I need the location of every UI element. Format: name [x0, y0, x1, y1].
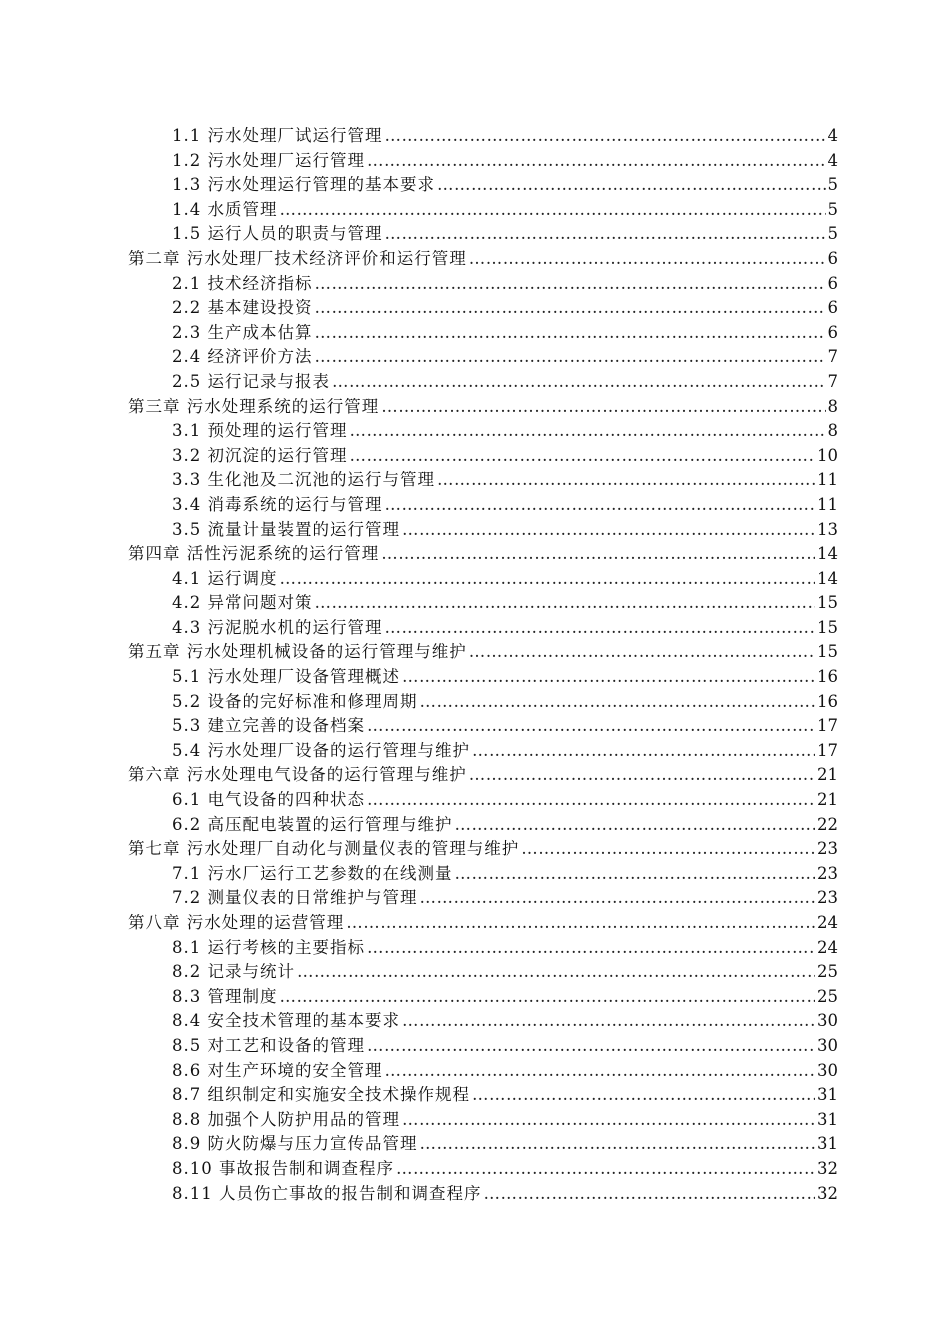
- toc-entry-title: 8.9 防火防爆与压力宣传品管理: [172, 1134, 418, 1154]
- toc-section-entry: [128, 222, 838, 247]
- toc-entry-title: 3.1 预处理的运行管理: [172, 421, 348, 441]
- toc-entry-page-number: 10: [817, 445, 838, 465]
- dot-leader: [402, 1108, 815, 1133]
- toc-entry-title: 8.11 人员伤亡事故的报告制和调查程序: [172, 1183, 482, 1203]
- toc-entry-page-number: 25: [817, 986, 838, 1006]
- dot-leader: [315, 272, 826, 297]
- toc-entry-page-number: 30: [817, 1060, 838, 1080]
- toc-entry-title: 8.5 对工艺和设备的管理: [172, 1035, 365, 1055]
- toc-section-entry: [128, 518, 838, 543]
- dot-leader: [455, 813, 816, 838]
- dot-leader: [385, 616, 816, 641]
- toc-section-entry: [128, 321, 838, 346]
- toc-section-entry: [128, 985, 838, 1010]
- toc-chapter-entry: [128, 763, 838, 788]
- toc-entry-page-number: 23: [817, 863, 838, 883]
- toc-section-entry: [128, 124, 838, 149]
- toc-entry-page-number: 16: [817, 667, 838, 687]
- toc-entry-page-number: 24: [817, 913, 838, 932]
- toc-entry-page-number: 17: [817, 716, 838, 736]
- toc-entry-page-number: 25: [817, 962, 838, 982]
- toc-entry-title: 8.10 事故报告制和调查程序: [172, 1158, 394, 1178]
- toc-entry-title: 2.1 技术经济指标: [172, 273, 313, 293]
- toc-entry-title: 5.2 设备的完好标准和修理周期: [172, 691, 418, 711]
- dot-leader: [437, 173, 826, 198]
- dot-leader: [280, 567, 816, 592]
- toc-section-entry: [128, 739, 838, 764]
- dot-leader: [346, 911, 815, 936]
- toc-section-entry: [128, 813, 838, 838]
- toc-entry-page-number: 6: [827, 248, 838, 268]
- dot-leader: [472, 739, 815, 764]
- dot-leader: [367, 149, 826, 174]
- toc-section-entry: [128, 567, 838, 592]
- toc-entry-page-number: 5: [827, 199, 838, 219]
- toc-section-entry: [128, 1083, 838, 1108]
- toc-entry-page-number: 8: [827, 396, 838, 416]
- toc-entry-page-number: 30: [817, 1035, 838, 1055]
- toc-section-entry: [128, 788, 838, 813]
- toc-entry-title: 4.2 异常问题对策: [172, 593, 313, 613]
- dot-leader: [402, 665, 815, 690]
- toc-entry-title: 第二章 污水处理厂技术经济评价和运行管理: [128, 248, 467, 268]
- toc-section-entry: [128, 345, 838, 370]
- toc-entry-title: 第五章 污水处理机械设备的运行管理与维护: [128, 642, 467, 662]
- toc-section-entry: [128, 714, 838, 739]
- dot-leader: [420, 1132, 816, 1157]
- toc-section-entry: [128, 886, 838, 911]
- toc-entry-title: 3.5 流量计量装置的运行管理: [172, 519, 400, 539]
- toc-entry-title: 第六章 污水处理电气设备的运行管理与维护: [128, 765, 467, 785]
- toc-entry-page-number: 5: [827, 175, 838, 195]
- toc-entry-page-number: 31: [817, 1109, 838, 1129]
- dot-leader: [437, 468, 815, 493]
- toc-entry-page-number: 30: [817, 1011, 838, 1031]
- toc-section-entry: [128, 419, 838, 444]
- toc-entry-title: 第三章 污水处理系统的运行管理: [128, 396, 380, 416]
- dot-leader: [350, 419, 826, 444]
- toc-section-entry: [128, 1059, 838, 1084]
- toc-chapter-entry: [128, 247, 838, 272]
- toc-section-entry: [128, 1182, 838, 1207]
- dot-leader: [469, 640, 815, 665]
- toc-entry-page-number: 11: [817, 470, 838, 490]
- toc-chapter-entry: [128, 395, 838, 420]
- toc-section-entry: [128, 665, 838, 690]
- toc-entry-title: 8.2 记录与统计: [172, 962, 295, 982]
- toc-entry-page-number: 14: [817, 568, 838, 588]
- toc-entry-title: 8.7 组织制定和实施安全技术操作规程: [172, 1085, 470, 1105]
- toc-section-entry: [128, 370, 838, 395]
- dot-leader: [297, 960, 815, 985]
- dot-leader: [455, 862, 816, 887]
- toc-entry-title: 5.1 污水处理厂设备管理概述: [172, 667, 400, 687]
- toc-entry-title: 7.2 测量仪表的日常维护与管理: [172, 888, 418, 908]
- toc-entry-title: 第四章 活性污泥系统的运行管理: [128, 544, 380, 564]
- toc-entry-title: 8.8 加强个人防护用品的管理: [172, 1109, 400, 1129]
- dot-leader: [385, 222, 826, 247]
- toc-entry-page-number: 15: [817, 593, 838, 613]
- toc-section-entry: [128, 862, 838, 887]
- toc-entry-page-number: 16: [817, 691, 838, 711]
- toc-section-entry: [128, 1157, 838, 1182]
- dot-leader: [315, 296, 826, 321]
- dot-leader: [385, 1059, 816, 1084]
- toc-entry-title: 2.3 生产成本估算: [172, 322, 313, 342]
- toc-entry-page-number: 23: [817, 888, 838, 908]
- toc-entry-page-number: 14: [817, 544, 838, 564]
- toc-entry-page-number: 6: [827, 273, 838, 293]
- toc-entry-title: 4.3 污泥脱水机的运行管理: [172, 617, 383, 637]
- toc-section-entry: [128, 616, 838, 641]
- dot-leader: [396, 1157, 815, 1182]
- toc-entry-title: 3.3 生化池及二沉池的运行与管理: [172, 470, 435, 490]
- toc-entry-title: 1.3 污水处理运行管理的基本要求: [172, 175, 435, 195]
- dot-leader: [381, 395, 825, 420]
- dot-leader: [315, 345, 826, 370]
- dot-leader: [469, 247, 826, 272]
- toc-entry-page-number: 7: [827, 371, 838, 391]
- toc-entry-title: 7.1 污水厂运行工艺参数的在线测量: [172, 863, 453, 883]
- toc-entry-page-number: 22: [817, 814, 838, 834]
- dot-leader: [385, 124, 826, 149]
- toc-section-entry: [128, 936, 838, 961]
- toc-section-entry: [128, 198, 838, 223]
- toc-entry-page-number: 31: [817, 1134, 838, 1154]
- toc-entry-title: 8.6 对生产环境的安全管理: [172, 1060, 383, 1080]
- toc-entry-page-number: 15: [817, 617, 838, 637]
- toc-section-entry: [128, 444, 838, 469]
- toc-section-entry: [128, 591, 838, 616]
- toc-entry-title: 8.1 运行考核的主要指标: [172, 937, 365, 957]
- toc-section-entry: [128, 173, 838, 198]
- toc-entry-title: 1.4 水质管理: [172, 199, 278, 219]
- toc-entry-title: 8.4 安全技术管理的基本要求: [172, 1011, 400, 1031]
- toc-entry-title: 1.2 污水处理厂运行管理: [172, 150, 365, 170]
- dot-leader: [469, 763, 815, 788]
- toc-entry-title: 8.3 管理制度: [172, 986, 278, 1006]
- toc-chapter-entry: [128, 640, 838, 665]
- toc-entry-title: 1.1 污水处理厂试运行管理: [172, 126, 383, 145]
- dot-leader: [420, 690, 816, 715]
- toc-entry-page-number: 13: [817, 519, 838, 539]
- toc-entry-page-number: 6: [827, 298, 838, 318]
- toc-section-entry: [128, 468, 838, 493]
- toc-entry-page-number: 21: [817, 765, 838, 785]
- toc-chapter-entry: [128, 911, 838, 936]
- toc-section-entry: [128, 960, 838, 985]
- toc-entry-title: 第七章 污水处理厂自动化与测量仪表的管理与维护: [128, 839, 520, 859]
- toc-section-entry: [128, 690, 838, 715]
- toc-entry-page-number: 15: [817, 642, 838, 662]
- toc-entry-title: 3.2 初沉淀的运行管理: [172, 445, 348, 465]
- toc-entry-title: 2.5 运行记录与报表: [172, 371, 330, 391]
- dot-leader: [420, 886, 816, 911]
- toc-entry-title: 3.4 消毒系统的运行与管理: [172, 494, 383, 514]
- toc-section-entry: [128, 1108, 838, 1133]
- toc-entry-page-number: 17: [817, 740, 838, 760]
- dot-leader: [315, 591, 816, 616]
- toc-section-entry: [128, 149, 838, 174]
- toc-entry-page-number: 21: [817, 790, 838, 810]
- dot-leader: [367, 936, 815, 961]
- dot-leader: [280, 985, 816, 1010]
- dot-leader: [367, 788, 815, 813]
- dot-leader: [332, 370, 826, 395]
- toc-entry-page-number: 11: [817, 494, 838, 514]
- toc-entry-title: 6.2 高压配电装置的运行管理与维护: [172, 814, 453, 834]
- toc-entry-title: 6.1 电气设备的四种状态: [172, 790, 365, 810]
- toc-chapter-entry: [128, 542, 838, 567]
- toc-entry-title: 第八章 污水处理的运营管理: [128, 913, 345, 932]
- toc-entry-title: 2.4 经济评价方法: [172, 347, 313, 367]
- toc-section-entry: [128, 1009, 838, 1034]
- toc-entry-page-number: 23: [817, 839, 838, 859]
- toc-entry-title: 5.4 污水处理厂设备的运行管理与维护: [172, 740, 470, 760]
- dot-leader: [350, 444, 816, 469]
- dot-leader: [483, 1182, 815, 1207]
- toc-entry-page-number: 4: [827, 150, 838, 170]
- toc-entry-page-number: 7: [827, 347, 838, 367]
- toc-entry-page-number: 32: [817, 1183, 838, 1203]
- toc-entry-page-number: 31: [817, 1085, 838, 1105]
- dot-leader: [521, 837, 815, 862]
- toc-entry-page-number: 32: [817, 1158, 838, 1178]
- toc-entry-page-number: 6: [827, 322, 838, 342]
- dot-leader: [367, 714, 815, 739]
- dot-leader: [381, 542, 815, 567]
- toc-entry-page-number: 5: [827, 224, 838, 244]
- toc-entry-title: 1.5 运行人员的职责与管理: [172, 224, 383, 244]
- dot-leader: [385, 493, 816, 518]
- toc-entry-page-number: 24: [817, 937, 838, 957]
- toc-entry-page-number: 8: [827, 421, 838, 441]
- dot-leader: [280, 198, 826, 223]
- table-of-contents: [128, 124, 838, 1206]
- toc-entry-page-number: 4: [827, 126, 838, 145]
- toc-entry-title: 2.2 基本建设投资: [172, 298, 313, 318]
- toc-section-entry: [128, 1132, 838, 1157]
- dot-leader: [367, 1034, 815, 1059]
- dot-leader: [402, 518, 815, 543]
- toc-section-entry: [128, 1034, 838, 1059]
- toc-entry-title: 4.1 运行调度: [172, 568, 278, 588]
- toc-section-entry: [128, 493, 838, 518]
- toc-entry-title: 5.3 建立完善的设备档案: [172, 716, 365, 736]
- toc-section-entry: [128, 296, 838, 321]
- dot-leader: [472, 1083, 815, 1108]
- toc-section-entry: [128, 272, 838, 297]
- dot-leader: [402, 1009, 815, 1034]
- dot-leader: [315, 321, 826, 346]
- toc-chapter-entry: [128, 837, 838, 862]
